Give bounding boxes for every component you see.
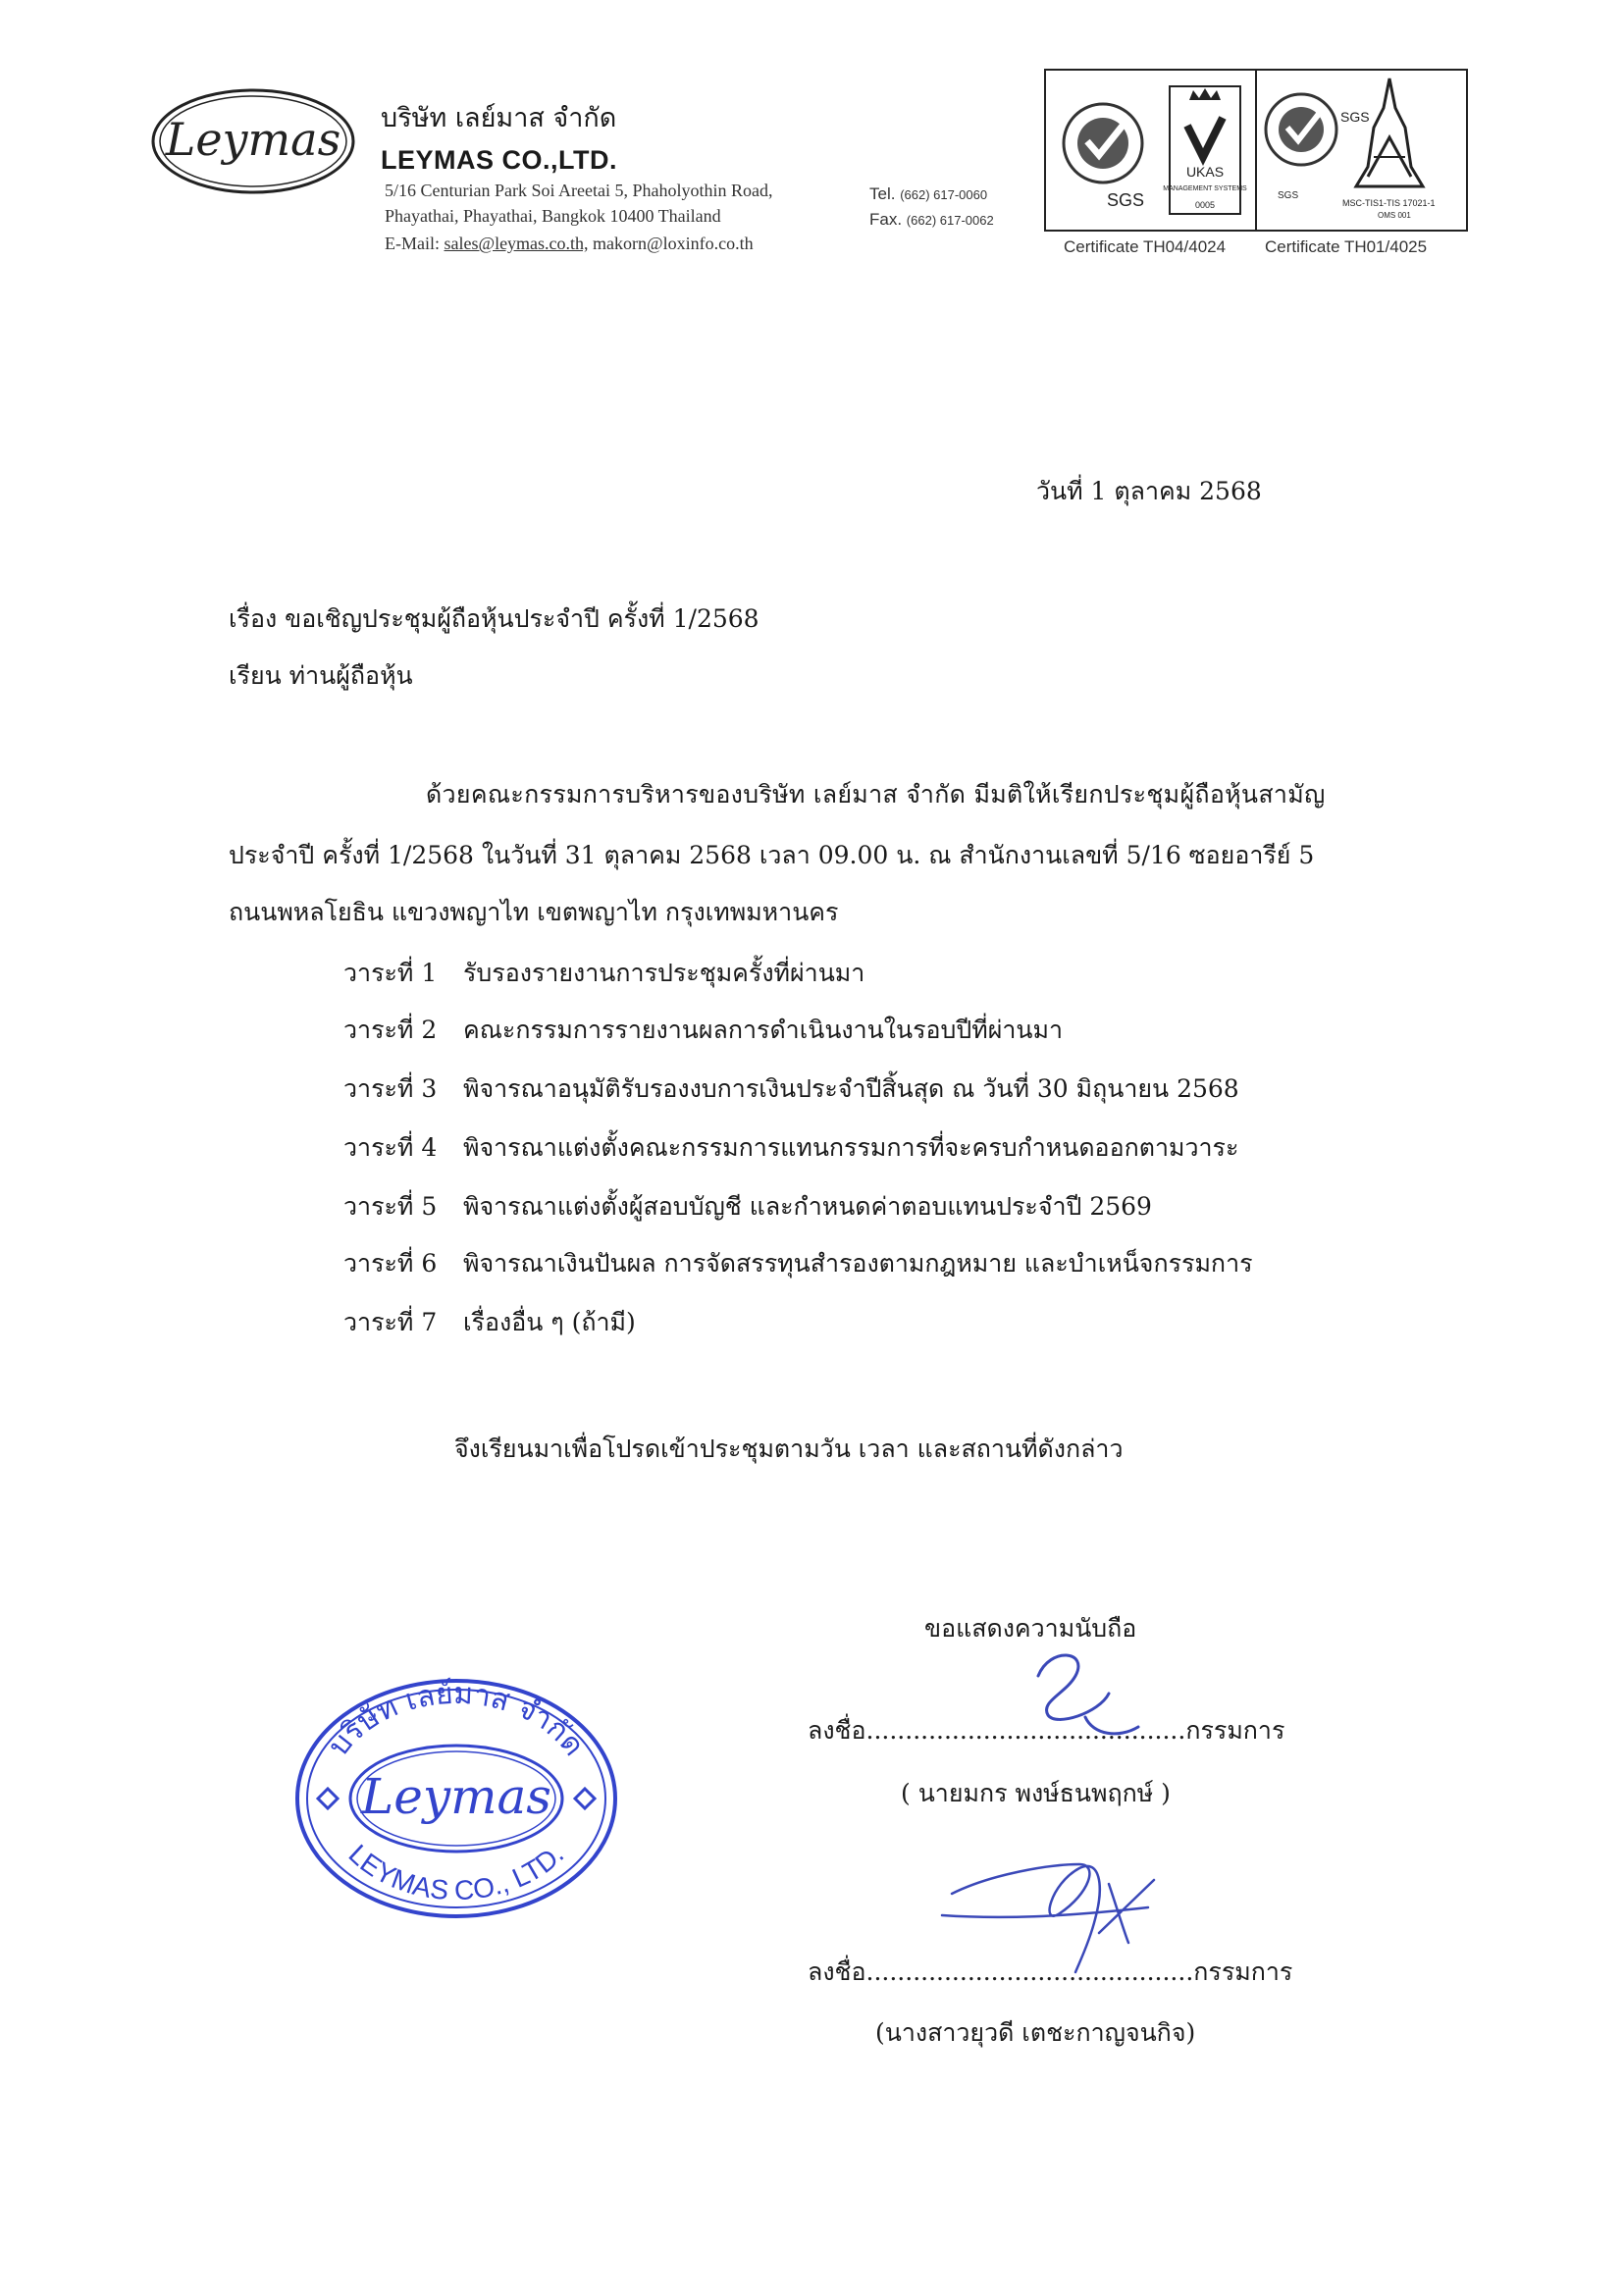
sgs-check-icon	[1266, 94, 1336, 201]
cert-mark-2-3: MSC-TIS1-TIS 17021-1	[1342, 198, 1436, 208]
agenda-text: พิจารณาแต่งตั้งผู้สอบบัญชี และกำหนดค่าตอบแทนประจำปี 2569	[463, 1192, 1152, 1221]
letter-date: วันที่ 1 ตุลาคม 2568	[1036, 477, 1262, 505]
closing-sentence: จึงเรียนมาเพื่อโปรดเข้าประชุมตามวัน เวลา และสถานที่ดังกล่าว	[454, 1435, 1124, 1463]
stamp-diamond-icon	[318, 1789, 338, 1808]
agenda-text: พิจารณาแต่งตั้งคณะกรรมการแทนกรรมการที่จะครบกำหนดออกตามวาระ	[463, 1133, 1239, 1162]
agenda-item	[343, 1187, 1152, 1226]
letter-recipient: เรียน ท่านผู้ถือหุ้น	[229, 661, 413, 690]
telephone	[869, 184, 987, 204]
body-paragraph-line-2: ประจำปี ครั้งที่ 1/2568 ในวันที่ 31 ตุลาคม 2568 เวลา 09.00 น. ณ สำนักงานเลขที่ 5/16 ซอยอารีย์ 5	[229, 841, 1315, 869]
agenda-label: วาระที่ 5	[343, 1192, 438, 1221]
stamp-bottom-text: LEYMAS CO., LTD.	[342, 1838, 570, 1906]
agenda-label: วาระที่ 3	[343, 1074, 438, 1103]
agenda-text: พิจารณาอนุมัติรับรองงบการเงินประจำปีสิ้นสุด ณ วันที่ 30 มิถุนายน 2568	[463, 1074, 1239, 1103]
fax-value: (662) 617-0062	[906, 213, 994, 228]
cert-mark-1-2: UKAS	[1185, 164, 1225, 180]
tisi-pagoda-icon	[1340, 78, 1436, 220]
stamp-center-text: Leymas	[361, 1768, 551, 1825]
certification-marks	[1044, 69, 1468, 232]
stamp-top-text: บริษัท เลย์มาส จำกัด	[321, 1676, 592, 1763]
email-line	[385, 234, 754, 254]
signature-line-2: ลงชื่อ..........................................กรรมการ	[808, 1957, 1293, 1986]
signature-line-1: ลงชื่อ.........................................กรรมการ	[808, 1716, 1285, 1745]
handwritten-signature-2	[932, 1825, 1168, 1982]
company-name-thai: บริษัท เลย์มาส จำกัด	[381, 103, 617, 133]
body-paragraph-line-3: ถนนพหลโยธิน แขวงพญาไท เขตพญาไท กรุงเทพมหานคร	[229, 898, 839, 926]
email-link-makorn[interactable]: makorn@loxinfo.co.th	[593, 234, 754, 253]
agenda-text: รับรองรายงานการประชุมครั้งที่ผ่านมา	[463, 959, 865, 987]
agenda-label: วาระที่ 6	[343, 1249, 438, 1278]
agenda-label: วาระที่ 1	[343, 959, 438, 987]
company-stamp	[290, 1674, 622, 1923]
agenda-text: พิจารณาเงินปันผล การจัดสรรทุนสำรองตามกฎหมาย และบำเหน็จกรรมการ	[463, 1249, 1253, 1278]
address-line-2: Phayathai, Phayathai, Bangkok 10400 Thailand	[385, 206, 721, 226]
cert-mark-2-1: SGS	[1278, 190, 1299, 201]
certificate-caption-2: Certificate TH01/4025	[1265, 237, 1428, 256]
agenda-item	[343, 954, 864, 993]
address-line-1: 5/16 Centurian Park Soi Areetai 5, Phaholyothin Road,	[385, 181, 773, 200]
fax	[869, 210, 994, 230]
agenda-text: เรื่องอื่น ๆ (ถ้ามี)	[463, 1308, 636, 1336]
signatory-name-2: (นางสาวยุวดี เตชะกาญจนกิจ)	[875, 2018, 1196, 2047]
company-name-english: LEYMAS CO.,LTD.	[381, 145, 617, 175]
stamp-diamond-icon	[575, 1789, 595, 1808]
complimentary-close: ขอแสดงความนับถือ	[924, 1614, 1137, 1643]
agenda-item	[343, 1070, 1239, 1109]
agenda-label: วาระที่ 2	[343, 1016, 438, 1044]
agenda-label: วาระที่ 4	[343, 1133, 438, 1162]
email-label: E-Mail:	[385, 234, 440, 253]
svg-text:บริษัท เลย์มาส จำกัด	[322, 1677, 592, 1763]
agenda-item	[343, 1011, 1063, 1050]
company-logo	[149, 86, 357, 196]
certificate-caption-1: Certificate TH04/4024	[1064, 237, 1227, 256]
cert-mark-1-1: SGS	[1107, 190, 1145, 210]
tel-value: (662) 617-0060	[900, 187, 988, 202]
fax-label: Fax.	[869, 210, 903, 229]
tel-label: Tel.	[869, 184, 896, 203]
cert-mark-2-2: SGS	[1340, 109, 1370, 125]
cert-mark-1-3: MANAGEMENT SYSTEMS	[1163, 185, 1247, 192]
agenda-label: วาระที่ 7	[343, 1308, 438, 1336]
svg-text:LEYMAS CO., LTD.	[343, 1839, 570, 1905]
ukas-crown-icon	[1163, 86, 1247, 214]
agenda-text: คณะกรรมการรายงานผลการดำเนินงานในรอบปีที่ผ่านมา	[463, 1016, 1064, 1044]
handwritten-signature-1	[991, 1637, 1158, 1754]
logo-text: Leymas	[165, 113, 341, 166]
cert-mark-1-4: 0005	[1194, 200, 1216, 210]
signatory-name-1: ( นายมกร พงษ์ธนพฤกษ์ )	[901, 1779, 1171, 1807]
email-link-sales[interactable]: sales@leymas.co.th,	[444, 234, 589, 253]
cert-mark-2-4: OMS 001	[1378, 211, 1411, 220]
letter-subject: เรื่อง ขอเชิญประชุมผู้ถือหุ้นประจำปี ครั้งที่ 1/2568	[229, 604, 759, 633]
agenda-item	[343, 1244, 1253, 1283]
sgs-check-icon	[1064, 104, 1144, 210]
body-paragraph-line-1: ด้วยคณะกรรมการบริหารของบริษัท เลย์มาส จำกัด มีมติให้เรียกประชุมผู้ถือหุ้นสามัญ	[426, 780, 1326, 809]
agenda-item	[343, 1303, 636, 1342]
agenda-item	[343, 1128, 1238, 1168]
